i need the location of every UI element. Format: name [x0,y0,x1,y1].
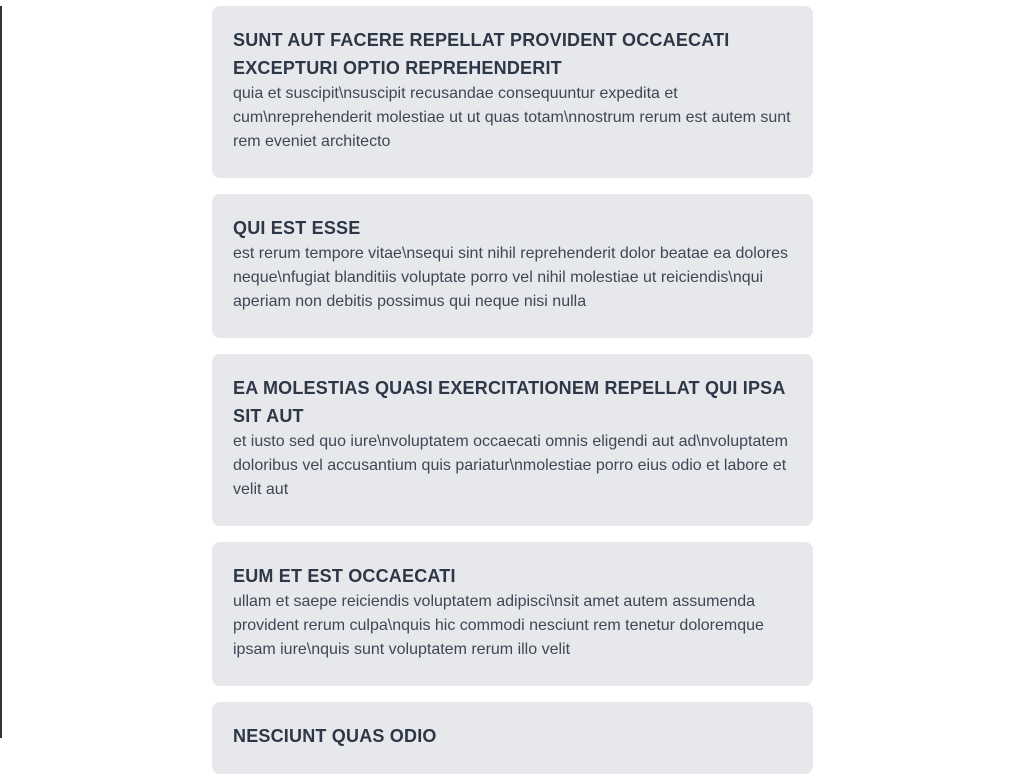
post-title: SUNT AUT FACERE REPELLAT PROVIDENT OCCAECATI EXCEPTURI OPTIO REPREHENDERIT [233,30,730,78]
post-body: ullam et saepe reiciendis voluptatem adipisci\nsit amet autem assumenda provident rerum culpa\nquis hic commodi nesciunt rem tenetur doloremque ipsam iure\nquis sunt voluptatem rerum illo velit [233,593,764,658]
post-title: EUM ET EST OCCAECATI [233,566,456,586]
post-body: et iusto sed quo iure\nvoluptatem occaecati omnis eligendi aut ad\nvoluptatem doloribus vel accusantium quis pariatur\nmolestiae porro eius odio et labore et velit aut [233,433,789,498]
post-body: est rerum tempore vitae\nsequi sint nihil reprehenderit dolor beatae ea dolores neque\nfugiat blanditiis voluptate porro vel nihil molestiae ut reiciendis\nqui aperiam non debitis possimus qui neque nisi nulla [233,245,788,310]
post-card [212,194,813,338]
posts-list [212,6,813,774]
post-card [212,702,813,774]
post-card [212,6,813,178]
window-left-edge [0,6,2,738]
post-card [212,542,813,686]
post-title: NESCIUNT QUAS ODIO [233,726,437,746]
post-title: QUI EST ESSE [233,218,361,238]
post-card [212,354,813,526]
post-title: EA MOLESTIAS QUASI EXERCITATIONEM REPELLAT QUI IPSA SIT AUT [233,378,785,426]
post-body: quia et suscipit\nsuscipit recusandae consequuntur expedita et cum\nreprehenderit molestiae ut ut quas totam\nnostrum rerum est autem sunt rem eveniet architecto [233,85,791,150]
